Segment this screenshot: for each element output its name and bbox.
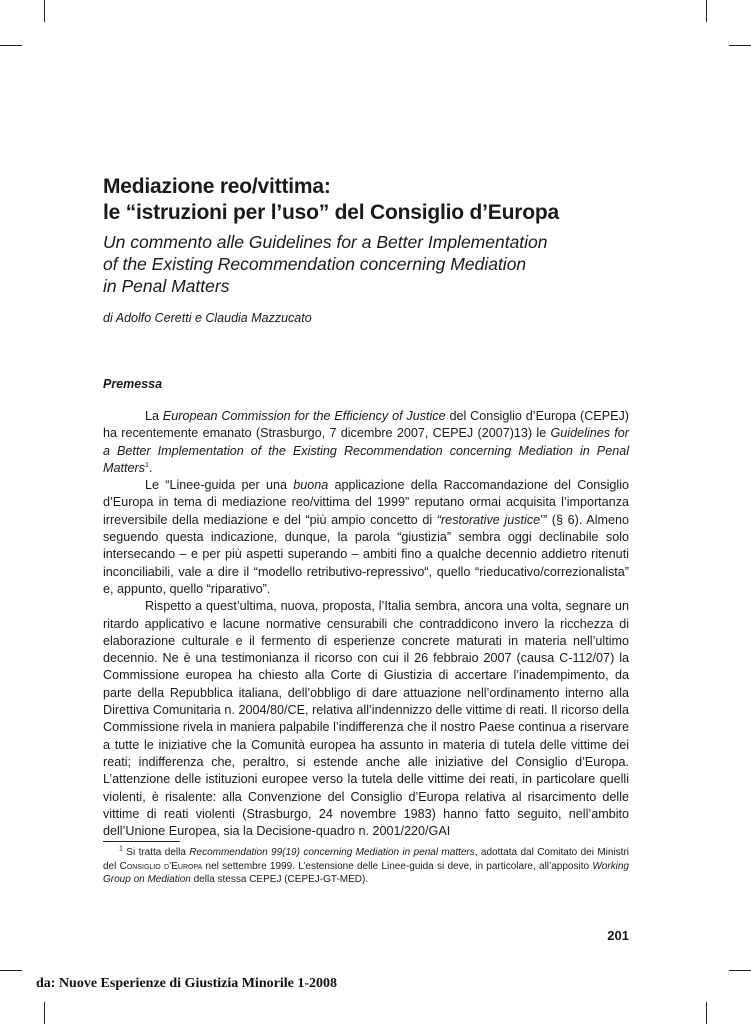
crop-mark-top-left bbox=[44, 0, 45, 22]
fn-text-g: della stessa CEPEJ (CEPEJ-GT-MED). bbox=[190, 874, 369, 885]
article-title bbox=[103, 174, 629, 226]
fn-text-e: nel settembre 1999. L’estensione delle Linee-guida si deve, in particolare, all’apposito bbox=[202, 860, 593, 872]
p1-commission-name: European Commission for the Efficiency of Justice bbox=[162, 409, 446, 423]
crop-mark-bottom-right bbox=[706, 1002, 707, 1024]
section-heading: Premessa bbox=[103, 377, 163, 391]
footnote-1 bbox=[103, 846, 629, 887]
crop-mark-top-left-h bbox=[0, 45, 22, 46]
p1-text-e: . bbox=[148, 460, 153, 475]
subtitle-line-2: of the Existing Recommendation concerning Mediation bbox=[103, 254, 527, 274]
authors: di Adolfo Ceretti e Claudia Mazzucato bbox=[103, 311, 312, 325]
crop-mark-top-right-h bbox=[729, 45, 751, 46]
crop-mark-bottom-left-h bbox=[0, 970, 22, 971]
p2-text-e: ’” (§ 6). Almeno seguendo questa indicazione, dunque, la parola “giustizia” sembra oggi declinabile solo intersecando – e per più aspetti superando – ambiti fino a qualche decennio addietro ritenuti inconciliabili, vale a dire il “modello retributivo-repressivo“, quello “rieducativo/correzionalista” e, appunto, quello “riparativo”. bbox=[103, 512, 629, 596]
fn-working-group: Working Group on Mediation bbox=[103, 860, 629, 885]
fn-text-c: , adottata dal Comitato dei Ministri del bbox=[103, 847, 629, 872]
title-line-2: le “istruzioni per l’uso” del Consiglio d’Europa bbox=[103, 201, 559, 224]
crop-mark-bottom-left bbox=[44, 1002, 45, 1024]
fn-council-name: Consiglio d’Europa bbox=[119, 860, 203, 872]
subtitle-line-1: Un commento alle Guidelines for a Better Implementation bbox=[103, 232, 548, 252]
title-line-1: Mediazione reo/vittima: bbox=[103, 175, 331, 198]
p2-text-c: applicazione della Raccomandazione del Consiglio d’Europa in tema di mediazione reo/vittima del 1999” reputano ormai acquisita l’importanza irreversibile della mediazione e del “più ampio concetto di bbox=[103, 478, 630, 527]
p2-text-a: Le “Linee-guida per una bbox=[145, 478, 294, 493]
footnote-number: 1 bbox=[119, 845, 123, 853]
paragraph-1 bbox=[103, 408, 629, 477]
footnote-rule bbox=[103, 841, 180, 842]
fn-text-a: Si tratta della bbox=[122, 847, 190, 858]
paragraph-2 bbox=[103, 477, 629, 598]
p1-guidelines-title: Guidelines for a Better Implementation of the Existing Recommendation concerning Mediation in Penal Matters bbox=[103, 426, 629, 475]
article-subtitle bbox=[103, 231, 629, 297]
body-text bbox=[103, 408, 629, 840]
p2-restorative-justice: “restorative justice bbox=[436, 512, 541, 527]
fn-recommendation-title: Recommendation 99(19) concerning Mediation in penal matters bbox=[189, 847, 475, 858]
footnote-ref-1[interactable]: 1 bbox=[145, 461, 149, 469]
crop-mark-bottom-right-h bbox=[729, 970, 751, 971]
source-note: da: Nuove Esperienze di Giustizia Minorile 1-2008 bbox=[36, 976, 337, 991]
page-number: 201 bbox=[607, 928, 629, 943]
footnote bbox=[103, 846, 629, 887]
crop-mark-top-right bbox=[706, 0, 707, 22]
p2-buona: buona bbox=[293, 478, 329, 493]
p1-text-c: del Consiglio d’Europa (CEPEJ) ha recentemente emanato (Strasburgo, 7 dicembre 2007, CEPEJ (2007)13) le bbox=[103, 409, 630, 441]
p1-text-a: La bbox=[145, 409, 163, 423]
paragraph-3: Rispetto a quest’ultima, nuova, proposta, l’Italia sembra, ancora una volta, segnare un ritardo applicativo e lacune normative censurabili che contraddicono invero la ricchezza di elaborazione culturale e il fermento di esperienze concrete maturati in materia nell’ultimo decennio. Ne è una testimonianza il ricorso con cui il 26 febbraio 2007 (causa C-112/07) la Commissione europea ha chiesto alla Corte di Giustizia di accertare l’inadempimento, da parte della Repubblica italiana, dell’obbligo di dare attuazione nell’ordinamento interno alla Direttiva Comunitaria n. 2004/80/CE, relativa all’indennizzo delle vittime di reati. Il ricorso della Commissione rivela in maniera palpabile l’indifferenza che il nostro Paese continua a riservare a tutte le iniziative che la Comunità europea ha assunto in materia di tutela delle vittime dei reati; indifferenza che, peraltro, si estende anche alle iniziative del Consiglio d’Europa. L’attenzione delle istituzioni europee verso la tutela delle vittime dei reati, in particolare quelli violenti, è risalente: alla Convenzione del Consiglio d’Europa relativa al risarcimento delle vittime di reati violenti (Strasburgo, 24 novembre 1983) hanno fatto seguito, nell’ambito dell’Unione Europea, sia la Decisione-quadro n. 2001/220/GAI bbox=[103, 599, 629, 839]
subtitle-line-3: in Penal Matters bbox=[103, 276, 230, 296]
